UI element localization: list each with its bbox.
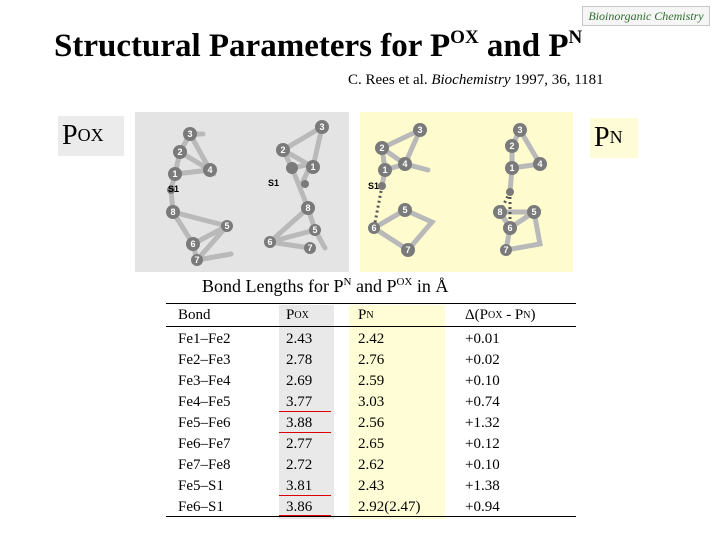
pn-atom-label: 1 <box>509 163 515 173</box>
bond-cell: Fe7–Fe8 <box>178 457 231 473</box>
delta-cell: +0.74 <box>465 394 500 410</box>
pox-atom-label: 3 <box>187 129 193 139</box>
header-bond: Bond <box>178 307 211 323</box>
pn-cell: 3.03 <box>358 394 385 410</box>
pox-atom-label: 1 <box>310 162 316 172</box>
pox-atom-label: 8 <box>170 207 176 217</box>
table-row <box>166 455 576 476</box>
pox-cluster-image <box>135 112 349 272</box>
highlight-underline <box>279 495 331 496</box>
table-row <box>166 329 576 350</box>
pn-atom-label: 5 <box>402 205 408 215</box>
header-delta: $\Delta(P^{OX} - P^N)$ <box>465 307 536 323</box>
bond-cell: Fe2–Fe3 <box>178 352 231 368</box>
pox-atom-label: 6 <box>267 237 273 247</box>
pn-cell: 2.76 <box>358 352 385 368</box>
pox-atom-label: 5 <box>224 221 230 231</box>
pn-cell: 2.59 <box>358 373 385 389</box>
bond-cell: Fe1–Fe2 <box>178 331 231 347</box>
pn-s1-label: S1 <box>368 181 380 191</box>
delta-cell: +0.10 <box>465 373 500 389</box>
pox-cell: 3.77 <box>286 394 313 410</box>
table-row <box>166 392 576 413</box>
header-pox: $P^{OX}$ <box>286 307 309 323</box>
pn-atom-label: 3 <box>417 125 423 135</box>
bond-cell: Fe5–S1 <box>178 478 224 494</box>
pox-atom-label: 8 <box>305 203 311 213</box>
highlight-underline <box>279 411 331 412</box>
pox-atom-label: 7 <box>307 243 313 253</box>
bond-cell: Fe3–Fe4 <box>178 373 231 389</box>
pn-structure-panel <box>360 112 573 272</box>
pn-atom-label: 5 <box>531 207 537 217</box>
pn-cell: 2.56 <box>358 415 385 431</box>
table-row <box>166 350 576 371</box>
pn-atom-label: 7 <box>503 245 509 255</box>
table-row <box>166 413 576 434</box>
pox-s1-label: S1 <box>168 184 180 194</box>
pox-cell: 3.81 <box>286 478 313 494</box>
table-row <box>166 434 576 455</box>
pox-cell: 2.43 <box>286 331 313 347</box>
pn-atom-label: 4 <box>402 159 408 169</box>
pn-cell: 2.43 <box>358 478 385 494</box>
bond-cell: Fe4–Fe5 <box>178 394 231 410</box>
pox-label: $P^{OX}$ <box>58 116 124 156</box>
pox-atom-label: 7 <box>194 255 200 265</box>
pn-atom-label: 6 <box>371 223 377 233</box>
pox-cell: 2.77 <box>286 436 313 452</box>
bond-length-table <box>166 303 576 517</box>
pox-atom-label: 4 <box>207 165 213 175</box>
delta-cell: +1.32 <box>465 415 500 431</box>
pox-atom-label: 6 <box>190 239 196 249</box>
pox-cell: 3.88 <box>286 415 313 431</box>
delta-cell: +0.02 <box>465 352 500 368</box>
pox-cell: 2.78 <box>286 352 313 368</box>
pox-atom-label: 1 <box>172 169 178 179</box>
table-row <box>166 371 576 392</box>
pox-s1-label: S1 <box>268 178 280 188</box>
pn-atom-label: 3 <box>517 125 523 135</box>
pox-atom-label: 3 <box>319 122 325 132</box>
table-row <box>166 497 576 518</box>
pox-atom-label: 5 <box>312 225 318 235</box>
pn-atom-label: 2 <box>509 141 515 151</box>
pn-atom-label: 4 <box>537 159 543 169</box>
table-row <box>166 476 576 497</box>
pox-cell: 3.86 <box>286 499 313 515</box>
delta-cell: +0.12 <box>465 436 500 452</box>
pn-cell: 2.62 <box>358 457 385 473</box>
pn-atom-label: 8 <box>497 207 503 217</box>
pox-atom-label: 2 <box>177 147 183 157</box>
pn-atom-label: 1 <box>382 165 388 175</box>
bond-cell: Fe5–Fe6 <box>178 415 231 431</box>
pn-cluster-image <box>360 112 573 272</box>
pox-cell: 2.72 <box>286 457 313 473</box>
pn-label: $P^N$ <box>590 118 638 158</box>
table-header-rule <box>166 326 576 327</box>
header-pn: $P^N$ <box>358 307 374 323</box>
table-top-rule <box>166 303 576 304</box>
table-header-row <box>166 305 576 326</box>
highlight-underline <box>279 515 331 516</box>
pox-atom-label: 2 <box>280 145 286 155</box>
delta-cell: +1.38 <box>465 478 500 494</box>
delta-cell: +0.94 <box>465 499 500 515</box>
bond-cell: Fe6–Fe7 <box>178 436 231 452</box>
pn-cell: 2.65 <box>358 436 385 452</box>
highlight-underline <box>279 432 331 433</box>
page-title: Structural Parameters for $P^{OX}$ and $P^N$ <box>54 27 583 64</box>
pn-cell: 2.92(2.47) <box>358 499 421 515</box>
citation: C. Rees et al. Biochemistry 1997, 36, 1181 <box>348 72 604 88</box>
pox-cell: 2.69 <box>286 373 313 389</box>
delta-cell: +0.01 <box>465 331 500 347</box>
course-label: Bioinorganic Chemistry <box>582 6 710 26</box>
delta-cell: +0.10 <box>465 457 500 473</box>
pn-atom-label: 7 <box>405 245 411 255</box>
bond-cell: Fe6–S1 <box>178 499 224 515</box>
pox-structure-panel <box>135 112 349 272</box>
pn-atom-label: 2 <box>379 143 385 153</box>
pn-cell: 2.42 <box>358 331 385 347</box>
pn-atom-label: 6 <box>507 223 513 233</box>
table-caption: Bond Lengths for $P^N$ and $P^{OX}$ in Å <box>202 276 449 296</box>
